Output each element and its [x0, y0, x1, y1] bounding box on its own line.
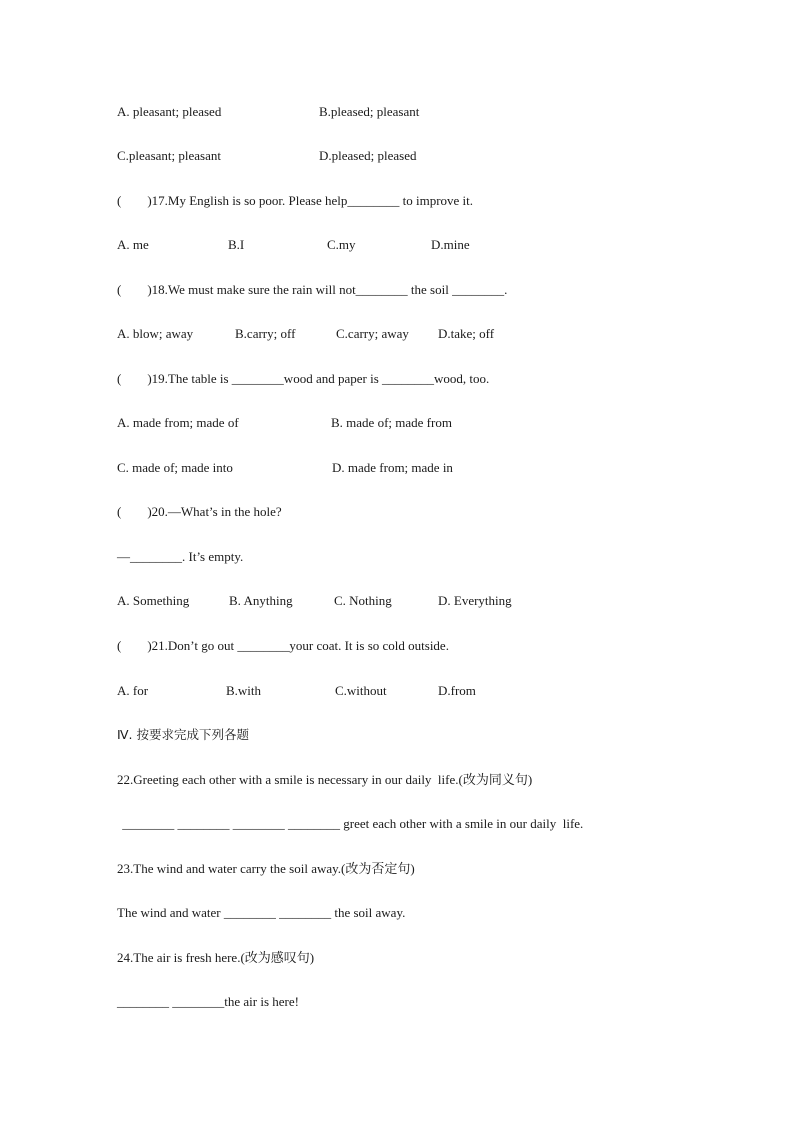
option-a: A. me: [117, 237, 149, 252]
section-heading: Ⅳ. 按要求完成下列各题: [117, 727, 249, 742]
question-18-stem: ( )18.We must make sure the rain will not________ the soil ________.: [117, 282, 508, 297]
question-22-stem: 22.Greeting each other with a smile is necessary in our daily life.(改为同义句): [117, 772, 533, 787]
question-21-stem: ( )21.Don’t go out ________your coat. It is so cold outside.: [117, 638, 449, 653]
question-23-stem: 23.The wind and water carry the soil away.(改为否定句): [117, 861, 415, 876]
option-b: B. made of; made from: [331, 415, 452, 430]
option-a: A. Something: [117, 593, 190, 608]
question-24-stem: 24.The air is fresh here.(改为感叹句): [117, 950, 315, 965]
option-d: D.mine: [431, 237, 470, 252]
option-d: D. made from; made in: [332, 460, 453, 475]
option-b: B.pleased; pleasant: [319, 104, 420, 119]
option-a: A. for: [117, 683, 149, 698]
option-c: C.my: [327, 237, 356, 252]
option-a: A. made from; made of: [117, 415, 239, 430]
question-19-stem: ( )19.The table is ________wood and paper is ________wood, too.: [117, 371, 490, 386]
question-20-stem: ( )20.—What’s in the hole?: [117, 504, 282, 519]
option-c: C. Nothing: [334, 593, 392, 608]
option-b: B.carry; off: [235, 326, 296, 341]
question-20-answer-line: —________. It’s empty.: [117, 549, 244, 564]
option-b: B.with: [226, 683, 262, 698]
option-b: B. Anything: [229, 593, 293, 608]
option-b: B.I: [228, 237, 245, 252]
option-c: C. made of; made into: [117, 460, 233, 475]
option-c: C.pleasant; pleasant: [117, 148, 221, 163]
option-c: C.carry; away: [336, 326, 409, 341]
question-22-answer: ________ ________ ________ ________ greet each other with a smile in our daily life.: [119, 816, 584, 831]
option-d: D.from: [438, 683, 476, 698]
question-17-stem: ( )17.My English is so poor. Please help________ to improve it.: [117, 193, 474, 208]
option-d: D.pleased; pleased: [319, 148, 417, 163]
option-d: D. Everything: [438, 593, 512, 608]
option-d: D.take; off: [438, 326, 495, 341]
option-c: C.without: [335, 683, 387, 698]
option-a: A. blow; away: [117, 326, 194, 341]
question-23-answer: The wind and water ________ ________ the soil away.: [117, 905, 406, 920]
option-a: A. pleasant; pleased: [117, 104, 222, 119]
question-24-answer: ________ ________the air is here!: [117, 994, 299, 1009]
